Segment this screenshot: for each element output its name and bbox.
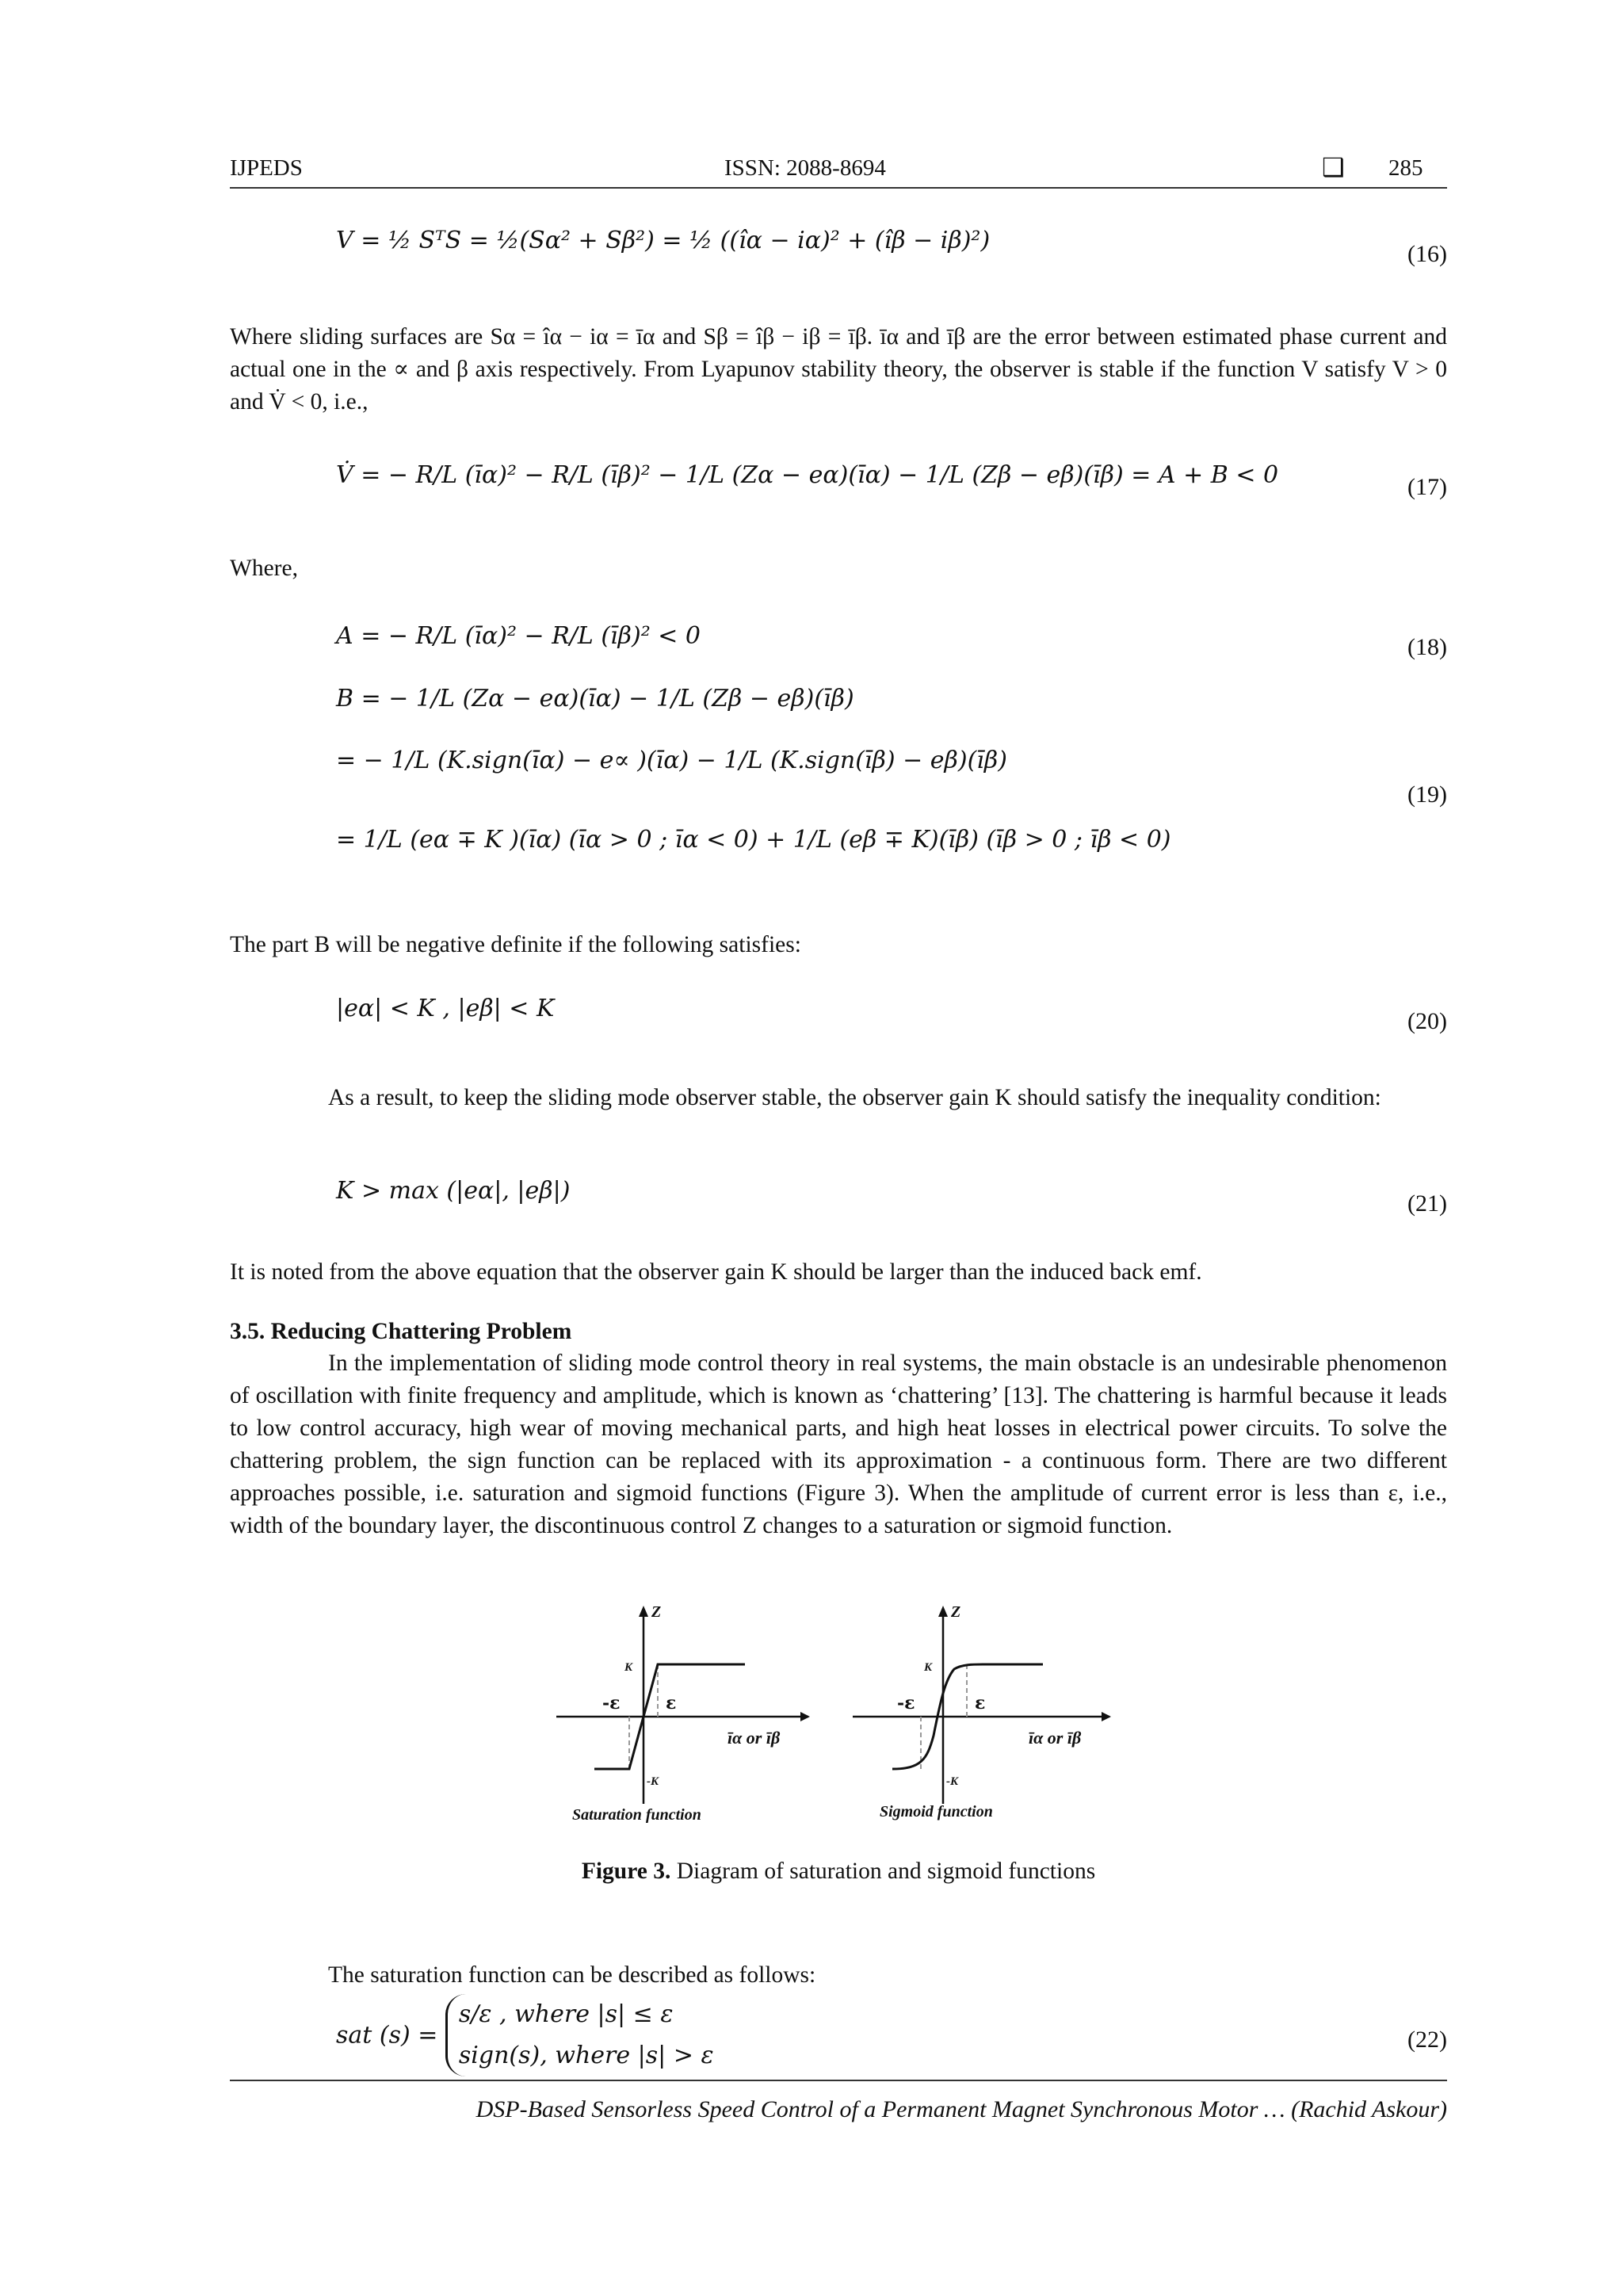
equation-21-number: (21): [1407, 1190, 1447, 1217]
sigmoid-title: Sigmoid function: [880, 1803, 993, 1820]
header-rule: [230, 187, 1447, 189]
saturation-k-label: K: [624, 1661, 633, 1674]
equation-20-number: (20): [1407, 1008, 1447, 1034]
equation-18: A = − R/L (īα)² − R/L (īβ)² < 0: [336, 622, 701, 650]
equation-22-cases: [445, 1994, 714, 2076]
equation-16: V = ½ SᵀS = ½(Sα² + Sβ²) = ½ ((îα − iα)² + (îβ − iβ)²): [336, 227, 991, 254]
saturation-eps-label: ε: [666, 1693, 677, 1713]
paragraph-saturation: The saturation function can be described as follows:: [328, 1962, 816, 1988]
equation-18-number: (18): [1407, 634, 1447, 660]
equation-22-case-1: s/ε , where |s| ≤ ε: [458, 2000, 674, 2028]
equation-19-line-1: B = − 1/L (Zα − eα)(īα) − 1/L (Zβ − eβ)(īβ): [336, 685, 854, 712]
paragraph-text: In the implementation of sliding mode control theory in real systems, the main obstacle is an undesirable phenomenon of oscillation with finite frequency and amplitude, which is known as ‘chattering’ [13]. The chattering is harmful because it leads to low control accuracy, high wear of moving mechanical parts, and high heat losses in electrical power circuits. To solve the chattering problem, the sign function can be replaced with its approximation - a continuous form. There are two different approaches possible, i.e. saturation and sigmoid functions (Figure 3). When the amplitude of current error is less than ε, i.e., width of the boundary layer, the discontinuous control Z changes to a saturation or sigmoid function.: [230, 1350, 1447, 1538]
equation-22-number: (22): [1407, 2027, 1447, 2053]
equation-22-case-2: sign(s), where |s| > ε: [458, 2042, 714, 2069]
saturation-title: Saturation function: [572, 1806, 701, 1823]
figure-3-svg: [555, 1601, 1125, 1823]
saturation-plot: [556, 1603, 810, 1823]
equation-22-lhs: sat (s) =: [336, 2021, 438, 2050]
paragraph-back-emf: It is noted from the above equation that the observer gain K should be larger than the induced back emf.: [230, 1259, 1202, 1285]
saturation-z-label: Z: [651, 1603, 662, 1621]
sigmoid-eps-label: ε: [975, 1693, 986, 1713]
saturation-z-arrow: [639, 1606, 648, 1617]
sigmoid-negeps-label: -ε: [897, 1693, 915, 1713]
paragraph-negative-definite: The part B will be negative definite if the following satisfies:: [230, 932, 801, 957]
equation-20: |eα| < K , |eβ| < K: [336, 995, 555, 1022]
paragraph-observer-gain: [230, 1082, 1447, 1114]
page-number: 285: [1388, 155, 1423, 181]
equation-21: K > max (|eα|, |eβ|): [336, 1177, 571, 1205]
sigmoid-x-arrow: [1102, 1712, 1111, 1721]
sigmoid-k-label: K: [924, 1661, 933, 1674]
journal-name: IJPEDS: [230, 155, 303, 181]
saturation-axis-label: īα or īβ: [727, 1728, 781, 1748]
running-footer: DSP-Based Sensorless Speed Control of a Permanent Magnet Synchronous Motor … (Rachid Askour): [475, 2096, 1447, 2122]
sigmoid-plot: [853, 1603, 1111, 1820]
equation-19-line-3: = 1/L (eα ∓ K )(īα) (īα > 0 ; īα < 0) + 1/L (eβ ∓ K)(īβ) (īβ > 0 ; īβ < 0): [336, 826, 1171, 854]
sigmoid-negk-label: -K: [946, 1775, 958, 1788]
equation-17-number: (17): [1407, 474, 1447, 500]
equation-17: V̇ = − R/L (īα)² − R/L (īβ)² − 1/L (Zα − eα)(īα) − 1/L (Zβ − eβ)(īβ) = A + B < 0: [336, 461, 1279, 489]
issn: ISSN: 2088-8694: [724, 155, 886, 181]
figure-caption: [230, 1859, 1447, 1885]
saturation-negk-label: -K: [647, 1775, 659, 1788]
where-label: Where,: [230, 556, 298, 581]
paragraph-text: As a result, to keep the sliding mode observer stable, the observer gain K should satisfy the inequality condition:: [328, 1085, 1381, 1110]
figure-caption-text: Diagram of saturation and sigmoid functions: [670, 1859, 1096, 1884]
equation-22: [336, 1994, 714, 2076]
sigmoid-z-arrow: [938, 1606, 948, 1617]
saturation-x-arrow: [800, 1712, 810, 1721]
equation-19-number: (19): [1407, 781, 1447, 808]
paragraph-text: Where sliding surfaces are Sα = îα − iα = īα and Sβ = îβ − iβ = īβ. īα and īβ are the error between estimated phase current and actual one in the ∝ and β axis respectively. From Lyapunov stability theory, the observer is stable if the function V satisfy V > 0 and V̇ < 0, i.e.,: [230, 324, 1447, 415]
checkbox-box-icon: ❑: [1322, 153, 1345, 181]
sigmoid-z-label: Z: [951, 1603, 961, 1621]
figure-caption-label: Figure 3.: [581, 1859, 671, 1884]
equation-19-line-2: = − 1/L (K.sign(īα) − e∝ )(īα) − 1/L (K.sign(īβ) − eβ)(īβ): [336, 747, 1007, 774]
saturation-negeps-label: -ε: [602, 1693, 621, 1713]
figure-3: [555, 1601, 1125, 1823]
section-body: [230, 1347, 1447, 1542]
equation-16-number: (16): [1407, 241, 1447, 267]
section-title: 3.5. Reducing Chattering Problem: [230, 1319, 572, 1344]
footer-rule: [230, 2080, 1447, 2081]
paragraph-sliding-surfaces: [230, 321, 1447, 418]
sigmoid-axis-label: īα or īβ: [1029, 1728, 1082, 1748]
